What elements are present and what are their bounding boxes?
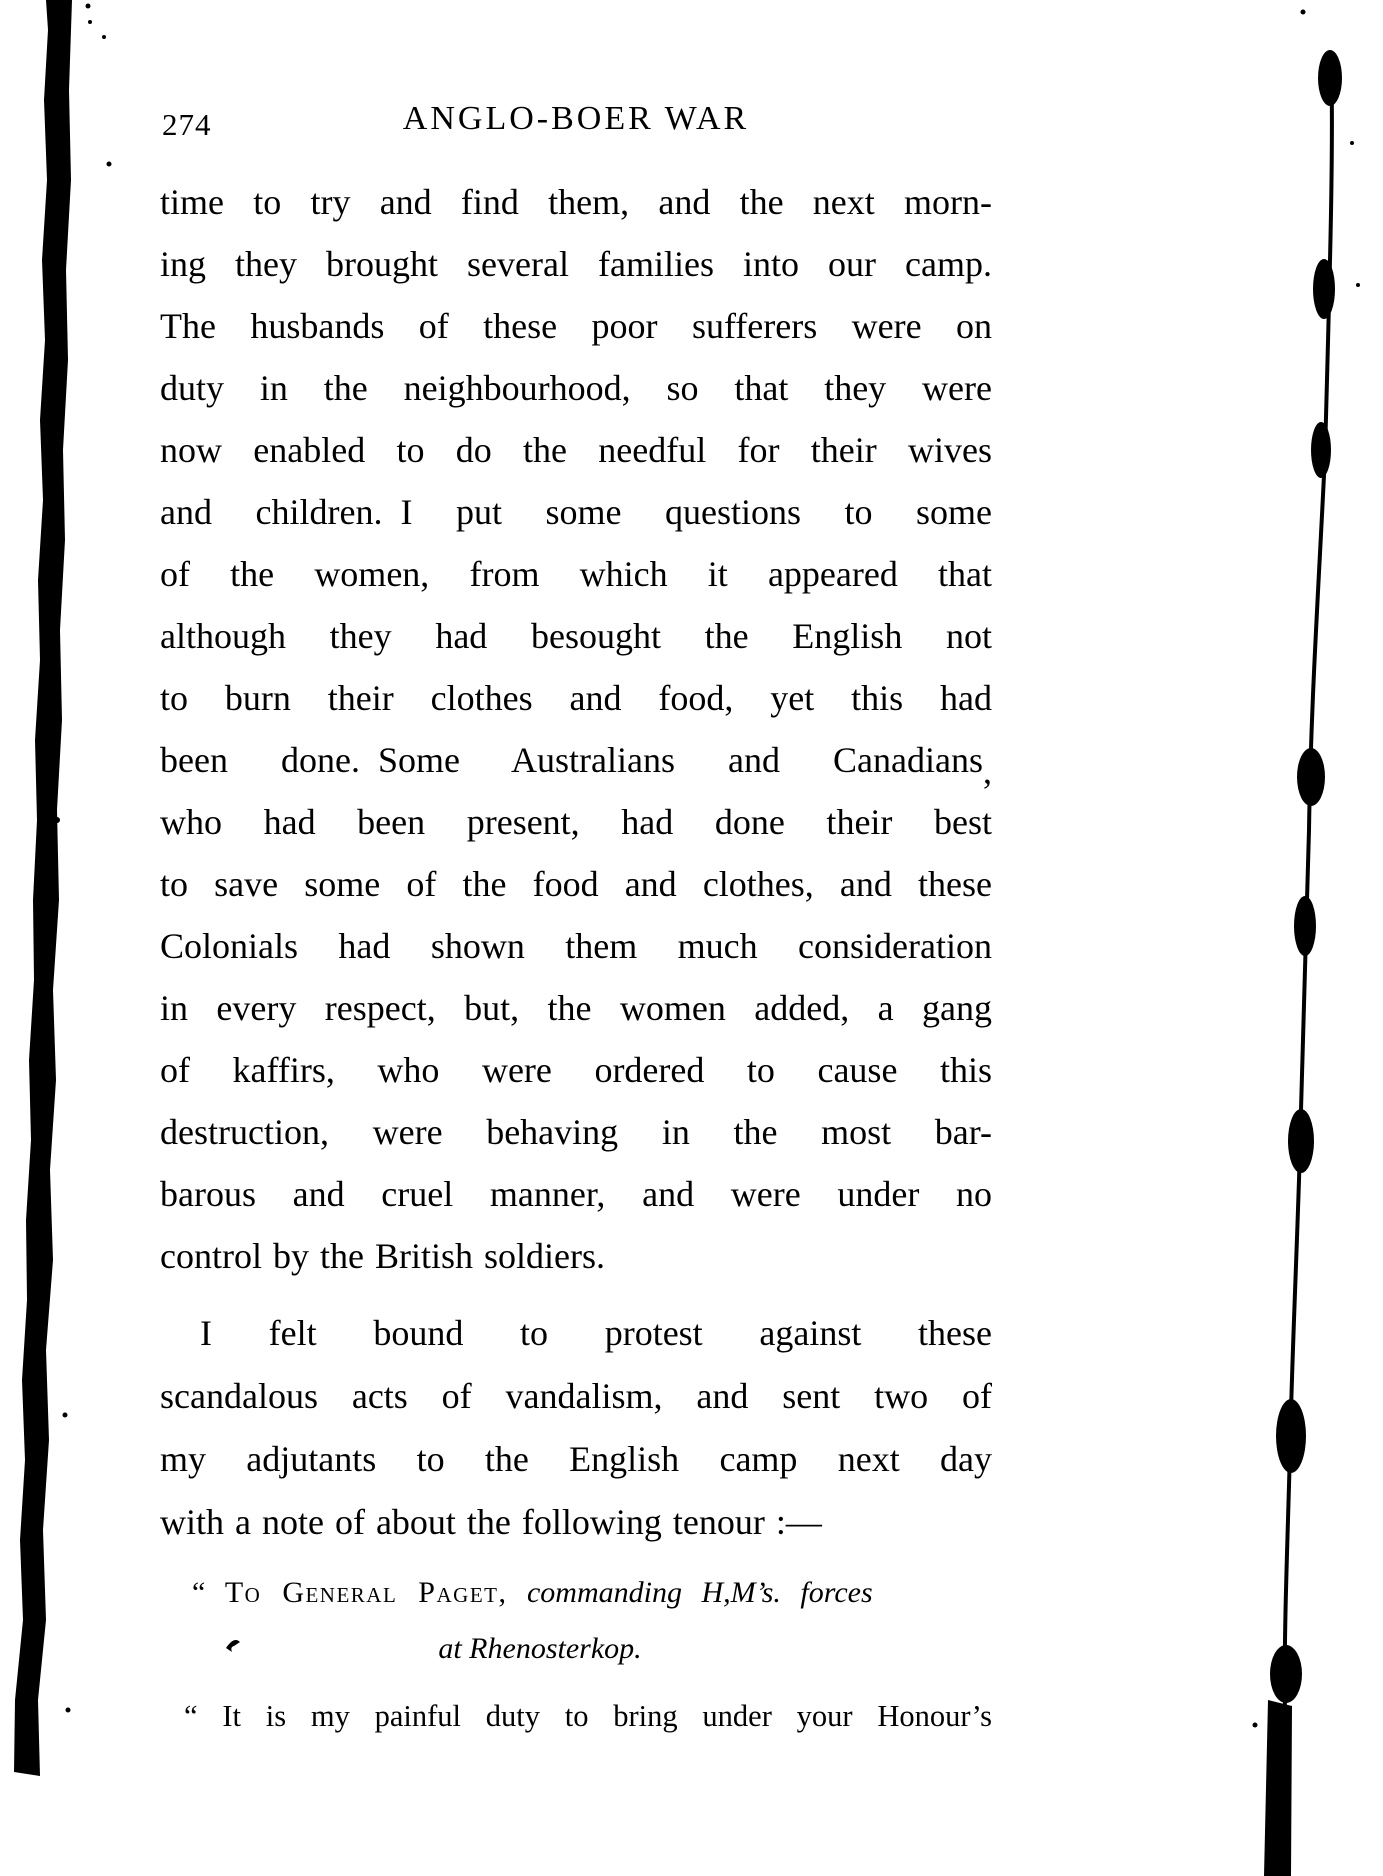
page-title: ANGLO-BOER WAR xyxy=(402,100,750,137)
text-line: in every respect, but, the women added, a gang xyxy=(160,988,992,1028)
text-line: time to try and find them, and the next morn- xyxy=(160,182,992,222)
text-line: control by the British soldiers. xyxy=(160,1236,605,1276)
paragraph-2 xyxy=(160,1302,992,1554)
text-line: scandalous acts of vandalism, and sent two of xyxy=(160,1376,992,1416)
text-line: destruction, were behaving in the most bar- xyxy=(160,1112,992,1152)
page-edge-ink-blobs xyxy=(1264,50,1342,1876)
displaced-comma: , xyxy=(983,751,992,791)
binding-shadow xyxy=(14,0,72,1776)
letter-first-line: “ It is my painful duty to bring under your Honour’s xyxy=(184,1699,992,1733)
text-line: with a note of about the following tenour :— xyxy=(160,1502,822,1542)
text-line: now enabled to do the needful for their wives xyxy=(160,430,992,470)
text-line: ing they brought several families into our camp. xyxy=(160,244,992,284)
text-line: and children. I put some questions to some xyxy=(160,492,992,532)
text-line: of kaffirs, who were ordered to cause this xyxy=(160,1050,992,1090)
letter-command-phrase: commanding H,M’s. forces xyxy=(507,1576,873,1609)
page-edge-ink xyxy=(1279,55,1332,1876)
text-line: duty in the neighbourhood, so that they were xyxy=(160,368,992,408)
text-line: of the women, from which it appeared that xyxy=(160,554,992,594)
text-line: Colonials had shown them much consideration xyxy=(160,926,992,966)
text-line: to save some of the food and clothes, and these xyxy=(160,864,992,904)
page-header xyxy=(160,98,992,150)
text-line: The husbands of these poor sufferers were on xyxy=(160,306,992,346)
page-number: 274 xyxy=(162,107,212,142)
open-quote: “ xyxy=(192,1576,225,1609)
letter-location: at Rhenosterkop. xyxy=(438,1632,642,1665)
paragraph-1 xyxy=(160,171,992,1287)
text-line: my adjutants to the English camp next day xyxy=(160,1439,992,1479)
text-line: barous and cruel manner, and were under no xyxy=(160,1174,992,1214)
text-line: to burn their clothes and food, yet this had xyxy=(160,678,992,718)
text-line: been done. Some Australians and Canadians, xyxy=(160,740,992,791)
letter-addressee: To General Paget, xyxy=(224,1576,508,1609)
letter-salutation xyxy=(192,1572,950,1614)
text-line: I felt bound to protest against these xyxy=(200,1313,992,1353)
text-line: although they had besought the English not xyxy=(160,616,992,656)
text-line: who had been present, had done their best xyxy=(160,802,992,842)
